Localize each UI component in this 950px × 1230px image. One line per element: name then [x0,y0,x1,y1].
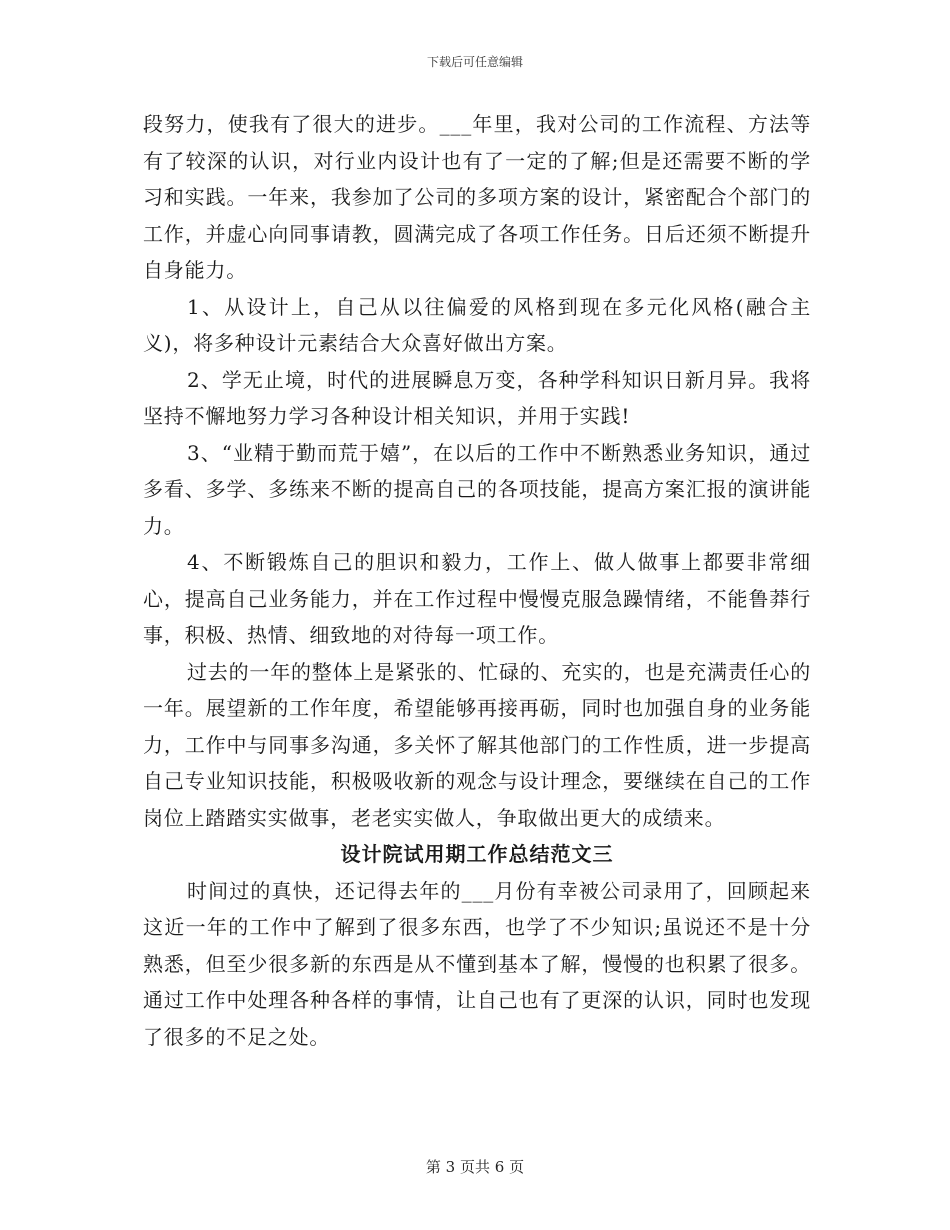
section-paragraph: 时间过的真快，还记得去年的___月份有幸被公司录用了，回顾起来这近一年的工作中了解到了很多东西，也学了不少知识;虽说还不是十分熟悉，但至少很多新的东西是从不懂到基本了解，慢慢的也积累了很多。通过工作中处理各种各样的事情，让自己也有了更深的认识，同时也发现了很多的不足之处。 [143,878,811,1049]
document-body [143,106,811,1055]
paragraph-point-1: 1、从设计上，自己从以往偏爱的风格到现在多元化风格(融合主义)，将多种设计元素结合大众喜好做出方案。 [143,294,811,355]
paragraph-point-4: 4、不断锻炼自己的胆识和毅力，工作上、做人做事上都要非常细心，提高自己业务能力，并在工作过程中慢慢克服急躁情绪，不能鲁莽行事，积极、热情、细致地的对待每一项工作。 [143,550,811,647]
header-note: 下载后可任意编辑 [426,55,523,69]
paragraph-point-2: 2、学无止境，时代的进展瞬息万变，各种学科知识日新月异。我将坚持不懈地努力学习各种设计相关知识，并用于实践! [143,367,811,428]
section-title: 设计院试用期工作总结范文三 [340,842,614,866]
paragraph-point-3: 3、“业精于勤而荒于嬉”，在以后的工作中不断熟悉业务知识，通过多看、多学、多练来不断的提高自己的各项技能，提高方案汇报的演讲能力。 [143,440,811,538]
paragraph-continuation: 段努力，使我有了很大的进步。___年里，我对公司的工作流程、方法等有了较深的认识，对行业内设计也有了一定的了解;但是还需要不断的学习和实践。一年来，我参加了公司的多项方案的设计，紧密配合个部门的工作，并虚心向同事请教，圆满完成了各项工作任务。日后还须不断提升自身能力。 [143,112,811,282]
page-footer: 第 3 页共 6 页 [425,1158,525,1176]
paragraph-conclusion: 过去的一年的整体上是紧张的、忙碌的、充实的，也是充满责任心的一年。展望新的工作年度，希望能够再接再砺，同时也加强自身的业务能力，工作中与同事多沟通，多关怀了解其他部门的工作性质，进一步提高自己专业知识技能，积极吸收新的观念与设计理念，要继续在自己的工作岗位上踏踏实实做事，老老实实做人，争取做出更大的成绩来。 [143,659,811,830]
